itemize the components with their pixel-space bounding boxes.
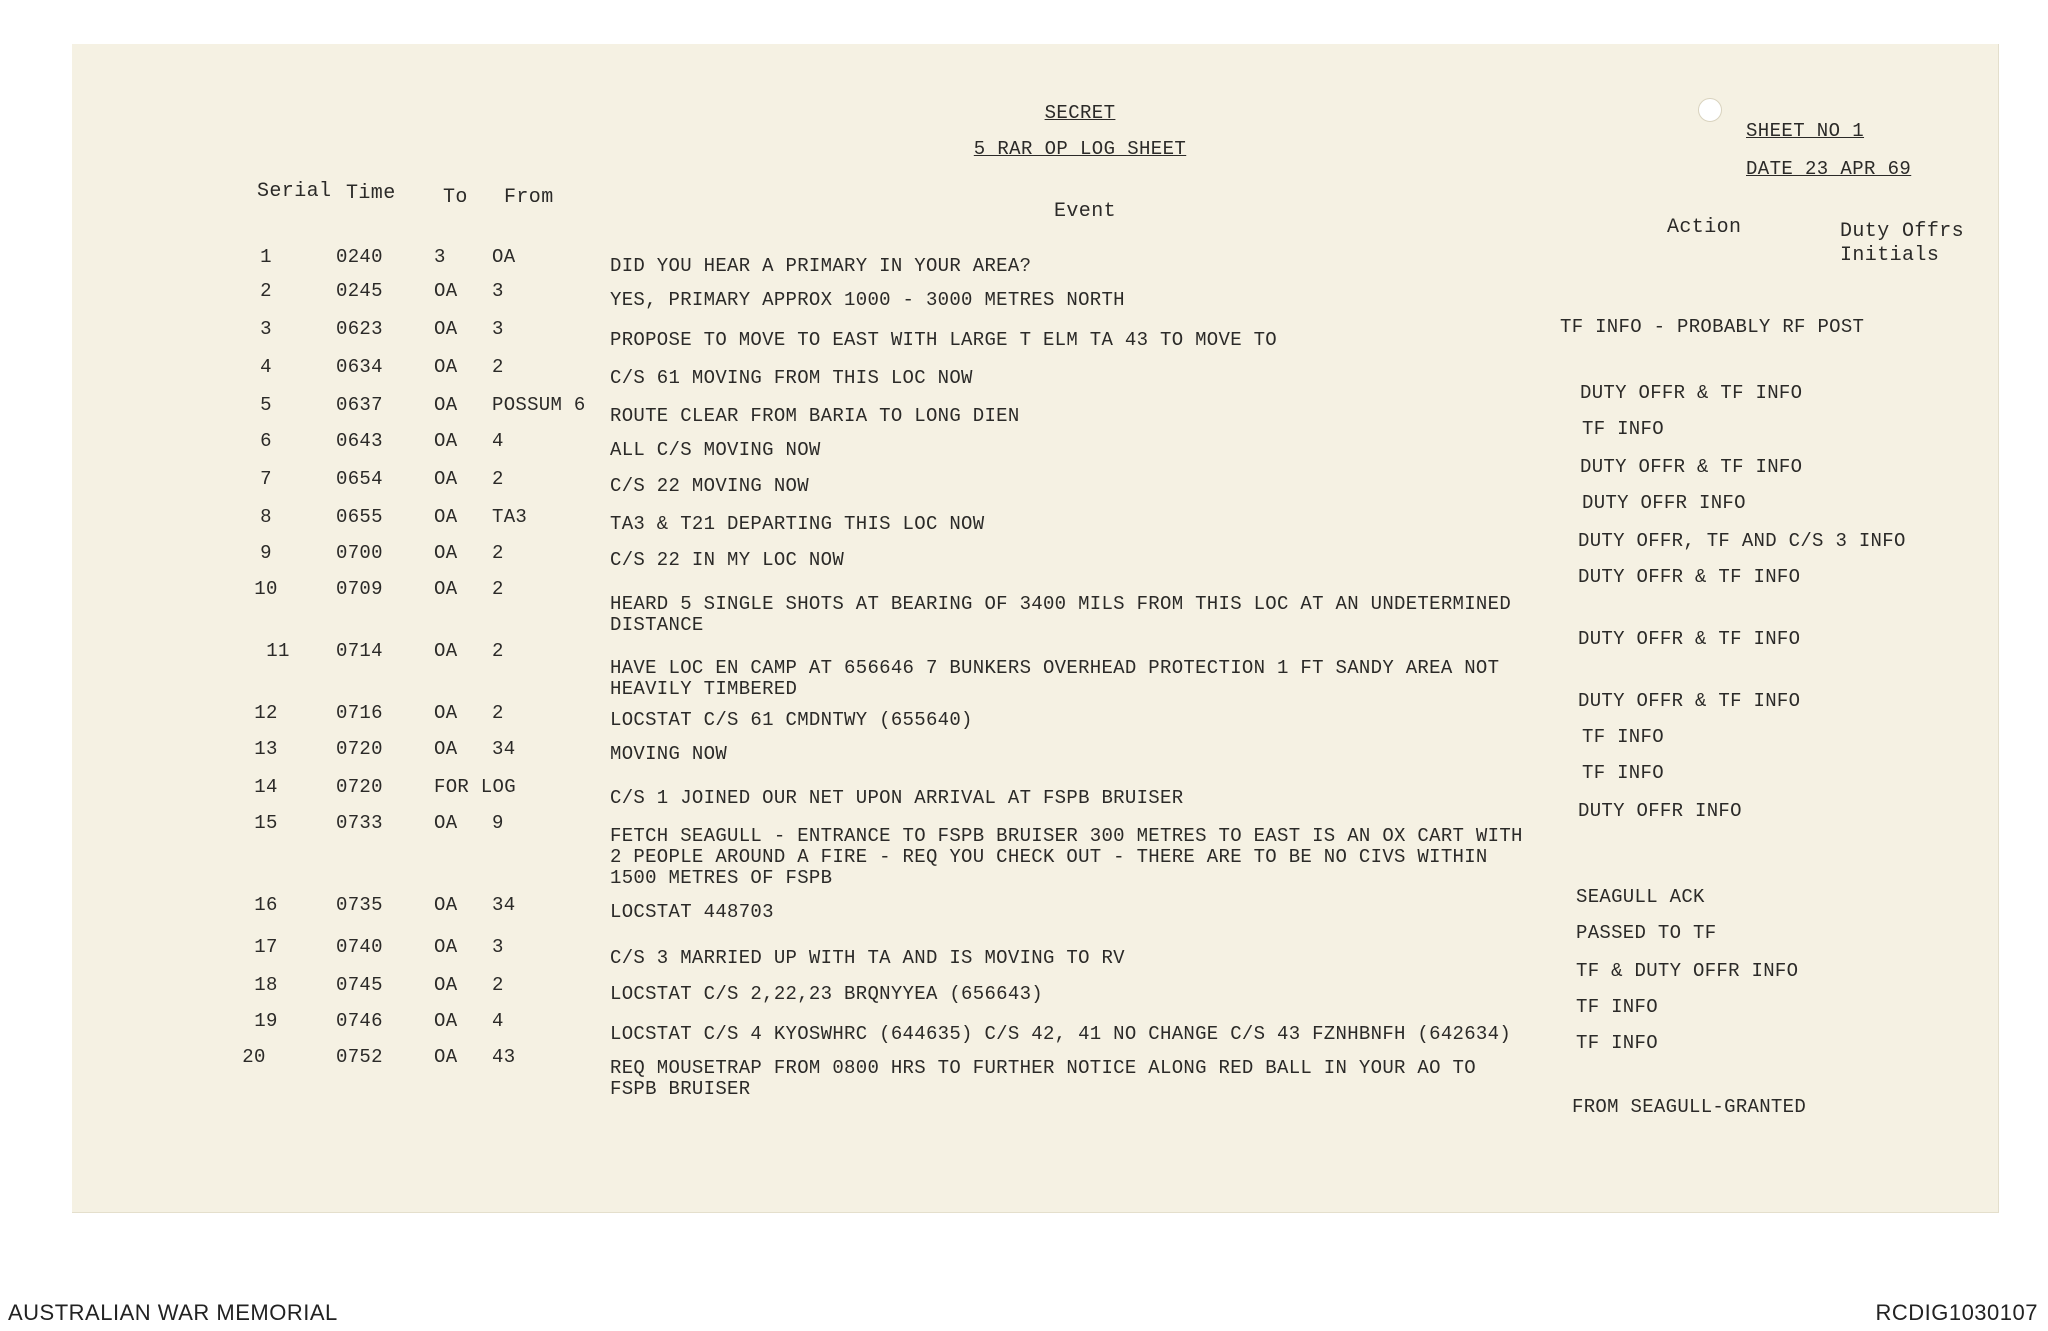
event-cell: YES, PRIMARY APPROX 1000 - 3000 METRES NORTH (610, 289, 1125, 311)
table-row (0, 246, 2048, 282)
action-entry: PASSED TO TF (1576, 922, 1717, 944)
time-cell: 0240 (336, 246, 383, 268)
from-cell: 4 (492, 430, 504, 452)
classification-label: SECRET (1044, 102, 1116, 124)
from-cell: 34 (492, 738, 516, 760)
from-cell: 4 (492, 1010, 504, 1032)
from-cell: 34 (492, 894, 516, 916)
action-entry: TF INFO (1576, 1032, 1658, 1054)
table-row (0, 894, 2048, 930)
time-cell: 0714 (336, 640, 383, 662)
serial-cell: 9 (260, 542, 272, 564)
event-cell: LOCSTAT C/S 61 CMDNTWY (655640) (610, 709, 973, 731)
event-cell: C/S 3 MARRIED UP WITH TA AND IS MOVING TO RV (610, 947, 1125, 969)
archive-name: AUSTRALIAN WAR MEMORIAL (8, 1300, 338, 1325)
to-cell: OA (434, 812, 458, 834)
from-cell: 2 (492, 468, 504, 490)
serial-cell: 4 (260, 356, 272, 378)
from-cell: 43 (492, 1046, 516, 1068)
column-header-from: From (504, 186, 554, 209)
time-cell: 0745 (336, 974, 383, 996)
to-cell: OA (434, 1046, 458, 1068)
action-entry: TF INFO (1582, 726, 1664, 748)
time-cell: 0245 (336, 280, 383, 302)
event-cell: LOCSTAT 448703 (610, 901, 774, 923)
event-cell: ALL C/S MOVING NOW (610, 439, 821, 461)
serial-cell: 13 (254, 738, 278, 760)
time-cell: 0752 (336, 1046, 383, 1068)
to-cell: OA (434, 506, 458, 528)
serial-cell: 3 (260, 318, 272, 340)
from-cell: 2 (492, 578, 504, 600)
action-entry: DUTY OFFR INFO (1578, 800, 1742, 822)
to-cell: OA (434, 542, 458, 564)
to-cell: OA (434, 894, 458, 916)
to-cell: OA (434, 280, 458, 302)
to-cell: OA (434, 394, 458, 416)
sheet-title: 5 RAR OP LOG SHEET (973, 138, 1187, 160)
time-cell: 0623 (336, 318, 383, 340)
action-entry: TF INFO (1576, 996, 1658, 1018)
event-cell: MOVING NOW (610, 743, 728, 765)
to-cell: OA (434, 936, 458, 958)
table-row (0, 1046, 2048, 1100)
to-cell: 3 (434, 246, 446, 268)
time-cell: 0720 (336, 738, 383, 760)
column-header-time: Time (346, 182, 396, 205)
time-cell: 0746 (336, 1010, 383, 1032)
action-entry: DUTY OFFR & TF INFO (1578, 566, 1801, 588)
event-cell: TA3 & T21 DEPARTING THIS LOC NOW (610, 513, 985, 535)
action-entry: TF INFO (1582, 762, 1664, 784)
column-header-action: Action (1667, 216, 1742, 239)
to-cell: OA (434, 1010, 458, 1032)
event-cell: REQ MOUSETRAP FROM 0800 HRS TO FURTHER NOTICE ALONG RED BALL IN YOUR AO TO FSPB BRUISER (610, 1057, 1476, 1100)
to-cell: OA (434, 356, 458, 378)
action-entry: DUTY OFFR & TF INFO (1580, 382, 1803, 404)
from-cell: 3 (492, 936, 504, 958)
time-cell: 0700 (336, 542, 383, 564)
table-row (0, 280, 2048, 316)
action-entry: DUTY OFFR INFO (1582, 492, 1746, 514)
archive-footer (0, 1292, 2048, 1331)
time-cell: 0733 (336, 812, 383, 834)
from-cell: 3 (492, 318, 504, 340)
to-cell: OA (434, 318, 458, 340)
serial-cell: 20 (242, 1046, 266, 1068)
from-cell: POSSUM 6 (492, 394, 586, 416)
from-cell: 2 (492, 356, 504, 378)
serial-cell: 8 (260, 506, 272, 528)
serial-cell: 18 (254, 974, 278, 996)
to-cell: OA (434, 974, 458, 996)
sheet-date: DATE 23 APR 69 (1746, 158, 1912, 180)
time-cell: 0643 (336, 430, 383, 452)
event-cell: FETCH SEAGULL - ENTRANCE TO FSPB BRUISER 300 METRES TO EAST IS AN OX CART WITH 2 PEOPLE AROUND A FIRE - REQ YOU CHECK OUT - THERE ARE TO BE NO CIVS WITHIN 1500 METRES OF FSPB (610, 825, 1523, 889)
time-cell: 0740 (336, 936, 383, 958)
action-entry: DUTY OFFR & TF INFO (1578, 690, 1801, 712)
table-row (0, 738, 2048, 774)
from-cell: 2 (492, 640, 504, 662)
time-cell: 0654 (336, 468, 383, 490)
sheet-number: SHEET NO 1 (1746, 120, 1865, 142)
from-cell: TA3 (492, 506, 528, 528)
from-cell: 9 (492, 812, 504, 834)
table-row (0, 1010, 2048, 1046)
column-header-to: To (443, 186, 468, 209)
to-cell: FOR LOG (434, 776, 516, 798)
punch-hole (1698, 98, 1722, 122)
from-cell: 2 (492, 542, 504, 564)
to-cell: OA (434, 640, 458, 662)
from-cell: 2 (492, 974, 504, 996)
serial-cell: 5 (260, 394, 272, 416)
serial-cell: 11 (266, 640, 290, 662)
event-cell: C/S 61 MOVING FROM THIS LOC NOW (610, 367, 973, 389)
event-cell: LOCSTAT C/S 2,22,23 BRQNYYEA (656643) (610, 983, 1043, 1005)
column-header-duty-initials: Duty Offrs Initials (1840, 220, 1965, 267)
to-cell: OA (434, 578, 458, 600)
action-entry: SEAGULL ACK (1576, 886, 1705, 908)
serial-cell: 15 (254, 812, 278, 834)
serial-cell: 16 (254, 894, 278, 916)
action-entry: DUTY OFFR & TF INFO (1580, 456, 1803, 478)
event-cell: HEARD 5 SINGLE SHOTS AT BEARING OF 3400 MILS FROM THIS LOC AT AN UNDETERMINED DISTANCE (610, 593, 1512, 636)
time-cell: 0634 (336, 356, 383, 378)
serial-cell: 12 (254, 702, 278, 724)
serial-cell: 1 (260, 246, 272, 268)
serial-cell: 17 (254, 936, 278, 958)
column-header-event: Event (1054, 200, 1117, 223)
event-cell: C/S 22 IN MY LOC NOW (610, 549, 845, 571)
action-entry: TF INFO - PROBABLY RF POST (1560, 316, 1865, 338)
serial-cell: 10 (254, 578, 278, 600)
column-header-serial: Serial (257, 180, 332, 203)
time-cell: 0735 (336, 894, 383, 916)
action-entry: TF INFO (1582, 418, 1664, 440)
serial-cell: 6 (260, 430, 272, 452)
serial-cell: 7 (260, 468, 272, 490)
archive-reference: RCDIG1030107 (1875, 1300, 2038, 1325)
event-cell: C/S 1 JOINED OUR NET UPON ARRIVAL AT FSPB BRUISER (610, 787, 1184, 809)
time-cell: 0720 (336, 776, 383, 798)
action-entry: TF & DUTY OFFR INFO (1576, 960, 1799, 982)
to-cell: OA (434, 738, 458, 760)
serial-cell: 14 (254, 776, 278, 798)
time-cell: 0655 (336, 506, 383, 528)
time-cell: 0709 (336, 578, 383, 600)
action-entry: FROM SEAGULL-GRANTED (1572, 1096, 1807, 1118)
to-cell: OA (434, 702, 458, 724)
from-cell: 2 (492, 702, 504, 724)
to-cell: OA (434, 430, 458, 452)
serial-cell: 19 (254, 1010, 278, 1032)
from-cell: OA (492, 246, 516, 268)
time-cell: 0637 (336, 394, 383, 416)
event-cell: HAVE LOC EN CAMP AT 656646 7 BUNKERS OVERHEAD PROTECTION 1 FT SANDY AREA NOT HEAVILY TIMBERED (610, 657, 1500, 700)
serial-cell: 2 (260, 280, 272, 302)
action-entry: DUTY OFFR & TF INFO (1578, 628, 1801, 650)
event-cell: LOCSTAT C/S 4 KYOSWHRC (644635) C/S 42, 41 NO CHANGE C/S 43 FZNHBNFH (642634) (610, 1023, 1512, 1045)
action-entry: DUTY OFFR, TF AND C/S 3 INFO (1578, 530, 1906, 552)
from-cell: 3 (492, 280, 504, 302)
event-cell: C/S 22 MOVING NOW (610, 475, 809, 497)
event-cell: DID YOU HEAR A PRIMARY IN YOUR AREA? (610, 255, 1032, 277)
event-cell: ROUTE CLEAR FROM BARIA TO LONG DIEN (610, 405, 1020, 427)
time-cell: 0716 (336, 702, 383, 724)
to-cell: OA (434, 468, 458, 490)
event-cell: PROPOSE TO MOVE TO EAST WITH LARGE T ELM TA 43 TO MOVE TO (610, 329, 1278, 351)
